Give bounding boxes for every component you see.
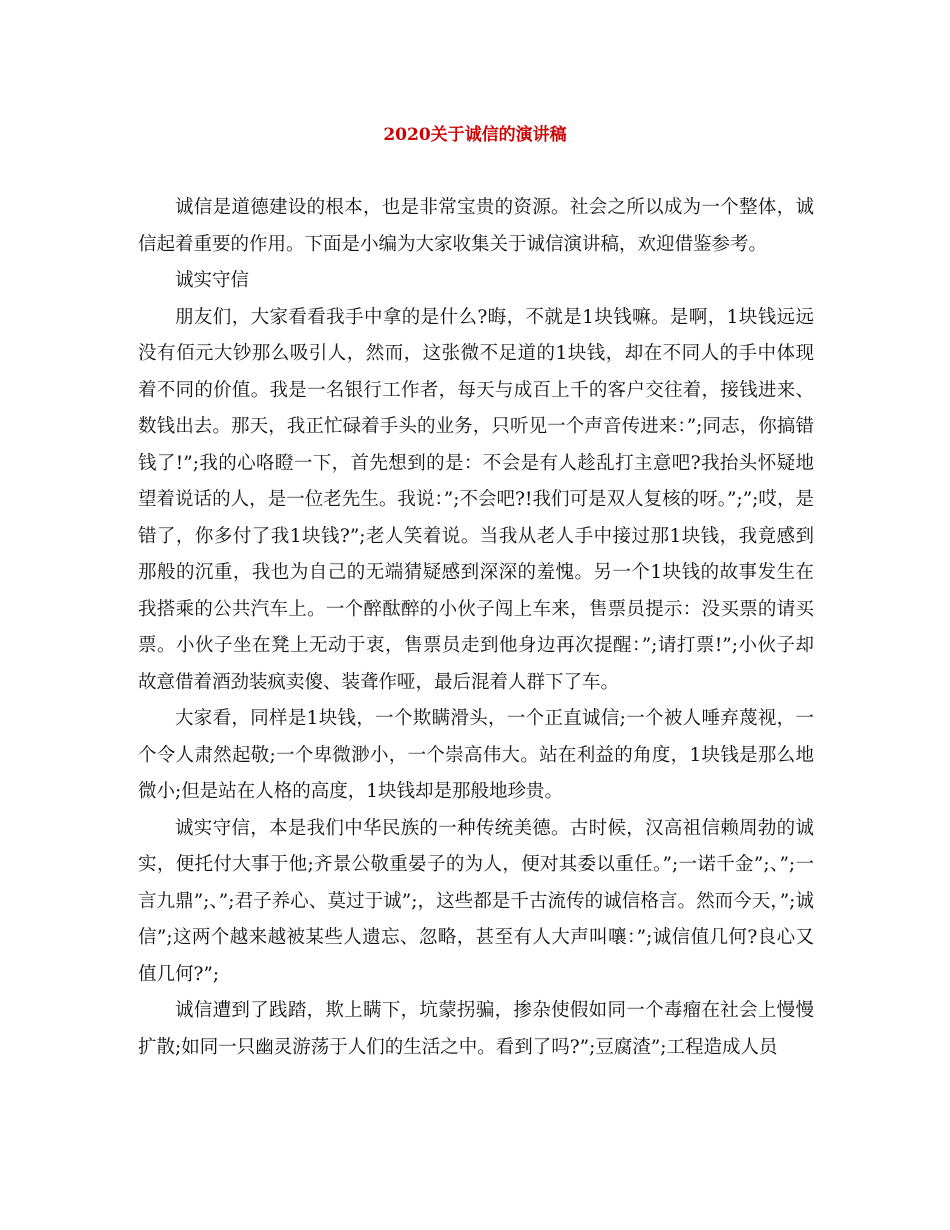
section-heading: 诚实守信	[175, 270, 250, 291]
paragraph: 大家看，同样是1块钱，一个欺瞒滑头，一个正直诚信;一个被人唾弃蔑视，一个令人肃然起敬;一个卑微渺小，一个崇高伟大。站在利益的角度，1块钱是那么地微小;但是站在人格的高度，1块钱却是那般地珍贵。	[138, 708, 814, 802]
paragraph: 诚实守信，本是我们中华民族的一种传统美德。古时候，汉高祖信赖周勃的诚实，便托付大事于他;齐景公敬重晏子的为人，便对其委以重任。”;一诺千金”;、”;一言九鼎”;、”;君子养心、莫过于诚”;，这些都是千古流传的诚信格言。然而今天，”;诚信”;这两个越来越被某些人遗忘、忽略，甚至有人大声叫嚷：”;诚信值几何?良心又值几何?”;	[138, 817, 814, 985]
paragraph-intro: 诚信是道德建设的根本，也是非常宝贵的资源。社会之所以成为一个整体，诚信起着重要的作用。下面是小编为大家收集关于诚信演讲稿，欢迎借鉴参考。	[138, 197, 814, 255]
paragraph: 朋友们，大家看看我手中拿的是什么?晦，不就是1块钱嘛。是啊，1块钱远远没有佰元大钞那么吸引人，然而，这张微不足道的1块钱，却在不同人的手中体现着不同的价值。我是一名银行工作者，每天与成百上千的客户交往着，接钱进来、数钱出去。那天，我正忙碌着手头的业务，只听见一个声音传进来：”;同志，你搞错钱了!”;我的心咯瞪一下，首先想到的是：不会是有人趁乱打主意吧?我抬头怀疑地望着说话的人，是一位老先生。我说：”;不会吧?!我们可是双人复核的呀。”;”;哎，是错了，你多付了我1块钱?”;老人笑着说。当我从老人手中接过那1块钱，我竟感到那般的沉重，我也为自己的无端猜疑感到深深的羞愧。另一个1块钱的故事发生在我搭乘的公共汽车上。一个醉酞醉的小伙子闯上车来，售票员提示：没买票的请买票。小伙子坐在凳上无动于衷，售票员走到他身边再次提醒：”;请打票!”;小伙子却故意借着酒劲装疯卖傻、装聋作哑，最后混着人群下了车。	[138, 306, 814, 693]
document-title: 2020关于诚信的演讲稿	[383, 125, 567, 145]
document-body	[138, 190, 814, 1066]
paragraph: 诚信遭到了践踏，欺上瞒下，坑蒙拐骗，掺杂使假如同一个毒瘤在社会上慢慢扩散;如同一只幽灵游荡于人们的生活之中。看到了吗?”;豆腐渣”;工程造成人员	[138, 1000, 814, 1058]
